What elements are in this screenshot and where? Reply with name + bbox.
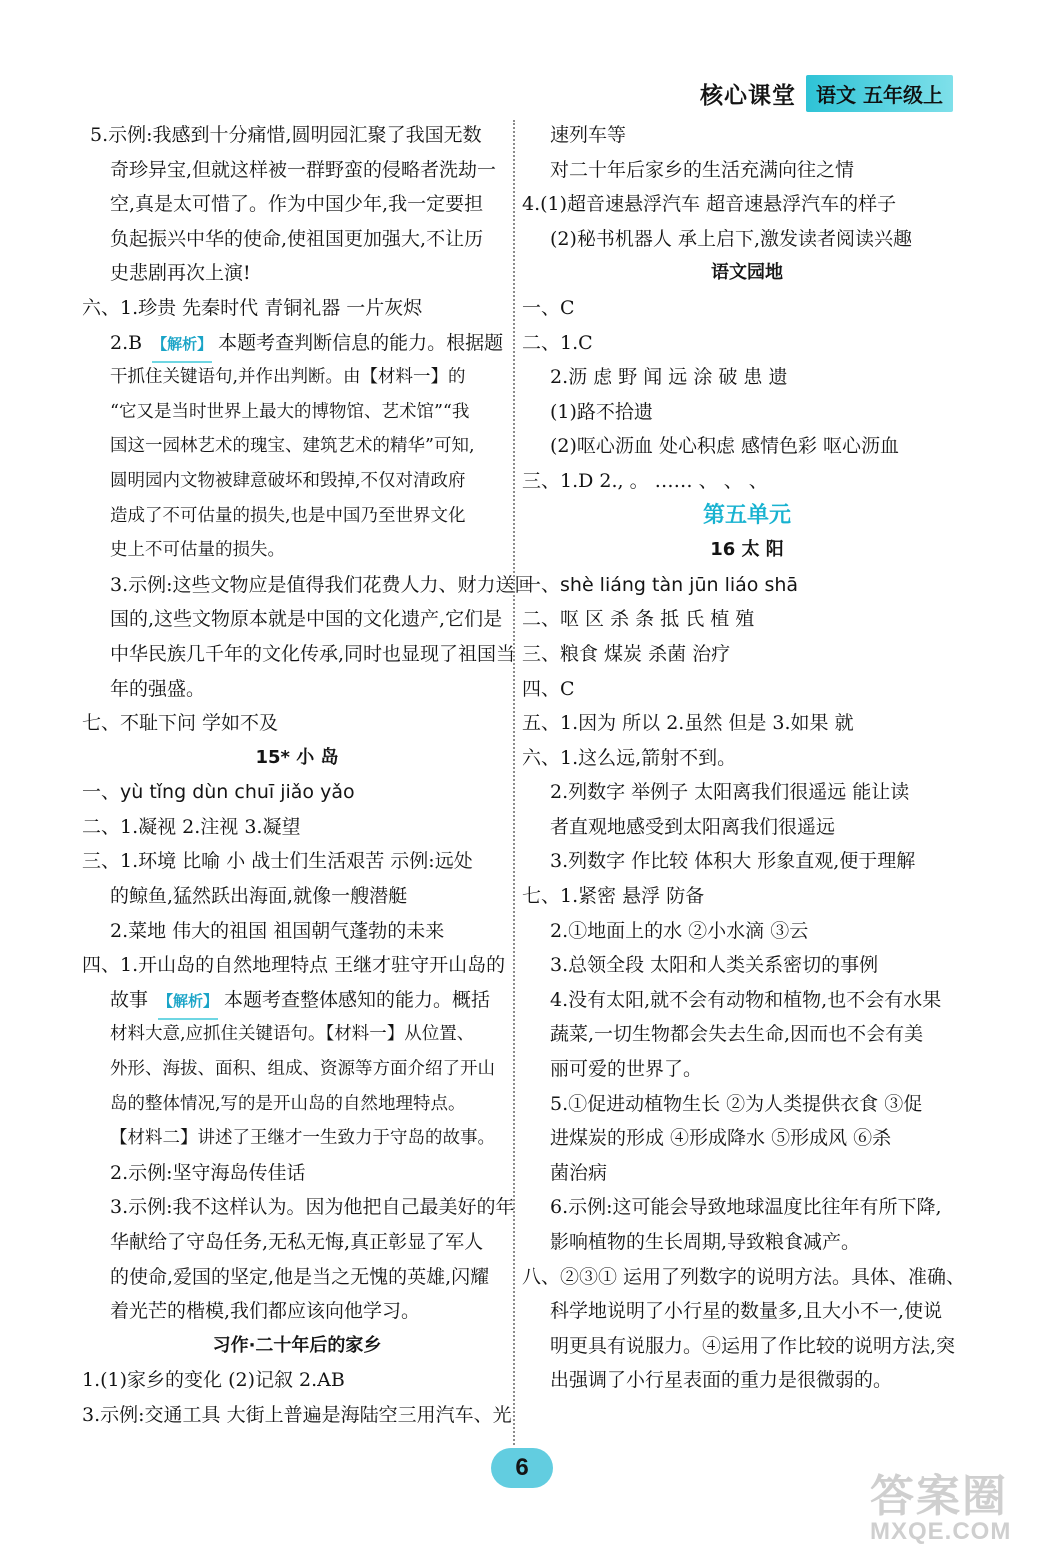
answer-line [522,326,972,361]
answer-line [82,533,512,568]
answer-text: 3.列数字 作比较 体积大 形象直观,便于理解 [550,850,916,873]
answer-text: 二、呕 区 杀 条 抵 氏 植 殖 [522,608,755,631]
answer-text: 一、yù tǐng dùn chuī jiǎo yǎo [82,781,355,804]
analysis-label: 【解析】 [158,984,218,1021]
answer-line [82,118,512,153]
answer-text: 4.没有太阳,就不会有动物和植物,也不会有水果 [550,988,942,1011]
answer-line [522,1156,972,1191]
answer-text: 三、1.D 2., 。 …… 、 、 、 [522,469,768,492]
answer-line [82,395,512,430]
answer-text: 3.示例:交通工具 大街上普遍是海陆空三用汽车、光 [82,1403,512,1426]
answer-line [522,706,972,741]
left-column [82,118,534,1433]
answer-text: 3.总领全段 太阳和人类关系密切的事例 [550,954,879,977]
answer-text: 中华民族几千年的文化传承,同时也显现了祖国当 [110,642,516,665]
answer-text: 对二十年后家乡的生活充满向往之情 [550,158,855,181]
answer-line [522,256,972,291]
answer-line [522,568,972,603]
answer-line [522,499,972,534]
answer-text: 出强调了小行星表面的重力是很微弱的。 [550,1369,893,1392]
answer-line [522,153,972,188]
answer-text: 科学地说明了小行星的数量多,且大小不一,使说 [550,1300,943,1323]
answer-text: 第五单元 [702,502,791,528]
answer-line [82,187,512,222]
answer-text: (2)呕心沥血 处心积虑 感情色彩 呕心沥血 [550,435,900,458]
answer-text: 2.①地面上的水 ②小水滴 ③云 [550,919,809,942]
answer-text: 造成了不可估量的损失,也是中国乃至世界文化 [110,505,466,526]
answer-text: 的使命,爱国的坚定,他是当之无愧的英雄,闪耀 [110,1265,490,1288]
answer-text: 一、shè liáng tàn jūn liáo shā [522,573,799,596]
answer-line [522,1225,972,1260]
analysis-text: 本题考查判断信息的能力。根据题 [218,331,504,354]
answer-text: 干抓住关键语句,并作出判断。由【材料一】的 [110,367,466,388]
answer-line [82,741,512,776]
answer-line [82,983,512,1018]
answer-text: 15* 小 岛 [255,746,339,768]
answer-line [522,741,972,776]
watermark [870,1460,1011,1546]
answer-text: 的鲸鱼,猛然跃出海面,就像一艘潜艇 [110,885,408,908]
answer-text: 影响植物的生长周期,导致粮食减产。 [550,1231,861,1253]
answer-text: 八、②③① 运用了列数字的说明方法。具体、准确、 [522,1265,966,1288]
answer-line [522,1121,972,1156]
answer-text: 七、1.紧密 悬浮 防备 [522,885,705,908]
answer-line [82,153,512,188]
answer-text: 六、1.这么远,箭射不到。 [522,746,737,769]
answer-line [522,1087,972,1122]
answer-text: 蔬菜,一切生物都会失去生命,因而也不会有美 [550,1023,924,1046]
answer-line [82,602,512,637]
answer-line [522,672,972,707]
watermark-text: 答案圈 [870,1472,1008,1521]
answer-text: 习作·二十年后的家乡 [212,1334,382,1356]
answer-text: 四、1.开山岛的自然地理特点 王继才驻守开山岛的 [82,954,506,977]
answer-line [82,499,512,534]
answer-text: 者直观地感受到太阳离我们很遥远 [550,815,836,838]
answer-text: 4.(1)超音速悬浮汽车 超音速悬浮汽车的样子 [522,193,897,216]
answer-text: “它又是当时世界上最大的博物馆、艺术馆”“我 [110,401,470,422]
answer-text: 四、C [522,677,575,700]
analysis-label: 【解析】 [152,327,212,364]
answer-text: 3.示例:我不这样认为。因为他把自己最美好的年 [110,1196,515,1219]
answer-text: 16 太 阳 [710,539,784,561]
answer-line [82,1156,512,1191]
answer-line [82,464,512,499]
answer-line [82,1087,512,1122]
answer-text: 国这一园林艺术的瑰宝、建筑艺术的精华”可知, [110,436,475,457]
answer-line [522,1329,972,1364]
answer-line [522,775,972,810]
answer-text: 一、C [522,296,575,319]
answer-line [82,810,512,845]
answer-line [82,1260,512,1295]
answer-line [82,326,512,361]
answer-line [522,844,972,879]
answer-line [522,291,972,326]
answer-line [82,1294,512,1329]
book-brand: 核心课堂 [700,82,796,109]
answer-line [522,1190,972,1225]
answer-text: 华献给了守岛任务,无私无悔,真正彰显了军人 [110,1231,484,1253]
answer-text: 史悲剧再次上演! [110,262,251,285]
answer-line [522,360,972,395]
answer-text: (2)秘书机器人 承上启下,激发读者阅读兴趣 [550,227,912,250]
answer-text: 六、1.珍贵 先秦时代 青铜礼器 一片灰烬 [82,296,423,319]
answer-text: 2.示例:坚守海岛传佳话 [110,1161,306,1184]
answer-text: (1)路不拾遗 [550,400,653,423]
answer-text: 进煤炭的形成 ④形成降水 ⑤形成风 ⑥杀 [550,1127,892,1150]
answer-text: 5.①促进动植物生长 ②为人类提供衣食 ③促 [550,1092,923,1115]
answer-text: 着光芒的楷模,我们都应该向他学习。 [110,1300,421,1323]
answer-line [82,291,512,326]
answer-text: 年的强盛。 [110,677,206,700]
answer-line [522,637,972,672]
right-column [522,118,972,1398]
answer-line [82,914,512,949]
page-number: 6 [491,1448,553,1488]
answer-text: 二、1.C [522,331,593,354]
answer-line [82,1190,515,1225]
answer-line [82,1398,512,1433]
answer-line [522,1363,972,1398]
answer-line [522,879,972,914]
answer-text: 负起振兴中华的使命,使祖国更加强大,不让历 [110,227,484,250]
answer-line [82,1121,512,1156]
answer-line [82,672,512,707]
answer-line [522,1294,972,1329]
answer-line [82,568,534,603]
answer-text: 5.示例:我感到十分痛惜,圆明园汇聚了我国无数 [90,124,482,146]
answer-text: 2.B [110,331,143,354]
answer-line [82,879,512,914]
answer-line [82,256,512,291]
answer-text: 国的,这些文物原本就是中国的文化遗产,它们是 [110,608,503,631]
answer-line [82,948,512,983]
answer-line [522,983,972,1018]
answer-text: 三、粮食 煤炭 杀菌 治疗 [522,642,731,665]
answer-text: 史上不可估量的损失。 [110,540,285,561]
answer-line [82,222,512,257]
answer-text: 二、1.凝视 2.注视 3.凝望 [82,815,301,838]
answer-text: 七、不耻下问 学如不及 [82,712,279,735]
answer-line [522,1017,972,1052]
answer-text: 2.菜地 伟大的祖国 祖国朝气蓬勃的未来 [110,919,445,942]
answer-line [522,533,972,568]
answer-text: 6.示例:这可能会导致地球温度比往年有所下降, [550,1196,942,1219]
answer-line [522,464,972,499]
answer-line [522,222,972,257]
watermark-url: MXQE.COM [870,1518,1012,1545]
answer-text: 材料大意,应抓住关键语句。【材料一】从位置、 [110,1024,475,1045]
answer-text: 丽可爱的世界了。 [550,1058,703,1081]
answer-line [82,775,512,810]
answer-line [82,429,512,464]
answer-line [82,844,512,879]
answer-text: 2.沥 虑 野 闻 远 涂 破 患 遗 [550,366,788,389]
answer-line [82,706,512,741]
answer-text: 2.列数字 举例子 太阳离我们很遥远 能让读 [550,781,910,804]
answer-line [522,948,972,983]
column-divider [513,120,515,1445]
answer-line [82,1329,512,1364]
answer-line [522,429,972,464]
analysis-text: 本题考查整体感知的能力。概括 [224,988,491,1011]
answer-line [82,360,512,395]
answer-text: 奇珍异宝,但就这样被一群野蛮的侵略者洗劫一 [110,158,497,181]
answer-text: 速列车等 [550,124,627,146]
answer-text: 岛的整体情况,写的是开山岛的自然地理特点。 [110,1093,466,1114]
answer-text: 五、1.因为 所以 2.虽然 但是 3.如果 就 [522,712,854,735]
answer-text: 明更具有说服力。④运用了作比较的说明方法,突 [550,1334,956,1357]
answer-line [82,637,516,672]
answer-text: 三、1.环境 比喻 小 战士们生活艰苦 示例:远处 [82,850,473,873]
answer-line [522,914,972,949]
answer-text: 3.示例:这些文物应是值得我们花费人力、财力送回 [110,573,534,596]
answer-text: 菌治病 [550,1161,608,1184]
answer-line [82,1017,512,1052]
answer-text: 空,真是太可惜了。作为中国少年,我一定要担 [110,193,484,216]
answer-text: 圆明园内文物被肆意破坏和毁掉,不仅对清政府 [110,470,466,491]
answer-line [522,1052,972,1087]
answer-line [82,1363,512,1398]
answer-line [522,1260,972,1295]
answer-line [522,187,972,222]
answer-text: 语文园地 [711,262,783,284]
answer-line [82,1052,512,1087]
answer-text: 外形、海拔、面积、组成、资源等方面介绍了开山 [110,1059,495,1080]
subject-tag: 语文 五年级上 [806,75,953,112]
answer-line [522,395,972,430]
answer-line [82,1225,512,1260]
answer-line [522,118,972,153]
answer-text: 1.(1)家乡的变化 (2)记叙 2.AB [82,1369,345,1392]
answer-line [522,810,972,845]
answer-line [522,602,972,637]
answer-text: 【材料二】讲述了王继才一生致力于守岛的故事。 [110,1128,495,1149]
page-header [700,74,953,112]
answer-text: 故事 [110,988,149,1011]
